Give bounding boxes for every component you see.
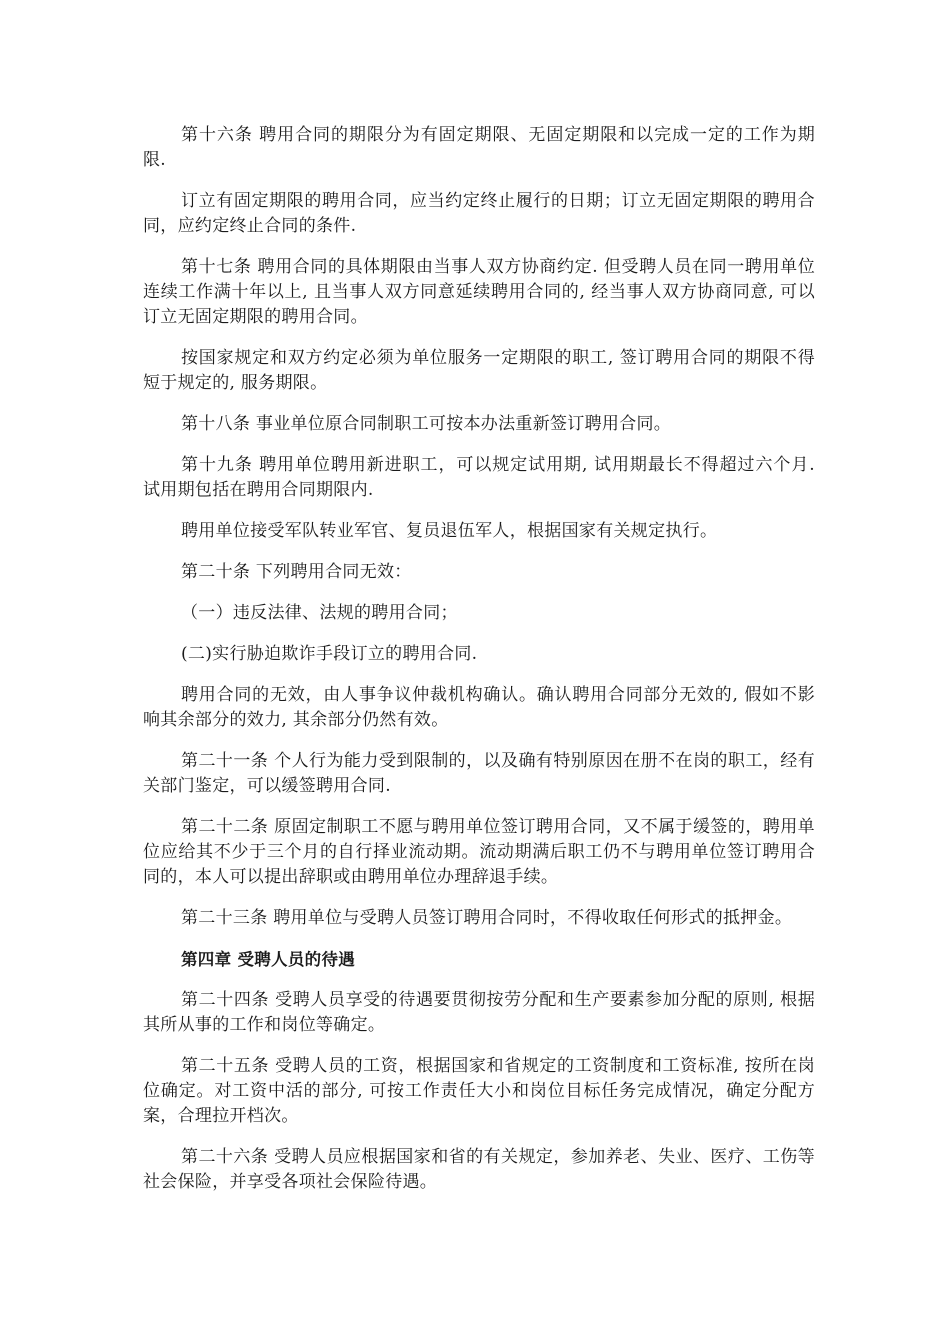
paragraph-article-23: 第二十三条 聘用单位与受聘人员签订聘用合同时，不得收取任何形式的抵押金。 bbox=[181, 908, 793, 928]
paragraph-article-19: 第十九条 聘用单位聘用新进职工，可以规定试用期, 试用期最长不得超过六个月. 试用期包括在聘用合同期限内. bbox=[143, 455, 815, 500]
paragraph-item-2: (二)实行胁迫欺诈手段订立的聘用合同. bbox=[181, 644, 478, 664]
paragraph-article-21: 第二十一条 个人行为能力受到限制的，以及确有特别原因在册不在岗的职工，经有关部门鉴定，可以缓签聘用合同. bbox=[143, 751, 815, 796]
paragraph-article-24: 第二十四条 受聘人员享受的待遇要贯彻按劳分配和生产要素参加分配的原则, 根据其所从事的工作和岗位等确定。 bbox=[143, 990, 815, 1035]
document-body bbox=[143, 123, 815, 1211]
paragraph-article-25: 第二十五条 受聘人员的工资，根据国家和省规定的工资制度和工资标准, 按所在岗位确定。对工资中活的部分, 可按工作责任大小和岗位目标任务完成情况，确定分配方案，合理拉开档次。 bbox=[143, 1056, 815, 1126]
paragraph-service-term: 按国家规定和双方约定必须为单位服务一定期限的职工, 签订聘用合同的期限不得短于规定的, 服务期限。 bbox=[143, 348, 815, 393]
paragraph-article-22: 第二十二条 原固定制职工不愿与聘用单位签订聘用合同，又不属于缓签的，聘用单位应给其不少于三个月的自行择业流动期。流动期满后职工仍不与聘用单位签订聘用合同的，本人可以提出辞职或由聘用单位办理辞退手续。 bbox=[143, 817, 815, 887]
paragraph-military-transfer: 聘用单位接受军队转业军官、复员退伍军人，根据国家有关规定执行。 bbox=[181, 521, 718, 541]
chapter-4-heading: 第四章 受聘人员的待遇 bbox=[181, 950, 356, 969]
paragraph-article-16: 第十六条 聘用合同的期限分为有固定期限、无固定期限和以完成一定的工作为期限. bbox=[143, 125, 815, 170]
paragraph-invalid-contract: 聘用合同的无效，由人事争议仲裁机构确认。确认聘用合同部分无效的, 假如不影响其余部分的效力, 其余部分仍然有效。 bbox=[143, 685, 815, 730]
paragraph-article-18: 第十八条 事业单位原合同制职工可按本办法重新签订聘用合同。 bbox=[181, 414, 672, 434]
paragraph-item-1: （一）违反法律、法规的聘用合同； bbox=[181, 603, 458, 623]
paragraph-fixed-term: 订立有固定期限的聘用合同，应当约定终止履行的日期；订立无固定期限的聘用合同，应约定终止合同的条件. bbox=[143, 191, 815, 236]
paragraph-article-26: 第二十六条 受聘人员应根据国家和省的有关规定，参加养老、失业、医疗、工伤等社会保险，并享受各项社会保险待遇。 bbox=[143, 1147, 815, 1192]
paragraph-article-17: 第十七条 聘用合同的具体期限由当事人双方协商约定. 但受聘人员在同一聘用单位连续工作满十年以上, 且当事人双方同意延续聘用合同的, 经当事人双方协商同意, 可以订立无固定期限的聘用合同。 bbox=[143, 257, 815, 327]
paragraph-article-20: 第二十条 下列聘用合同无效： bbox=[181, 562, 412, 582]
